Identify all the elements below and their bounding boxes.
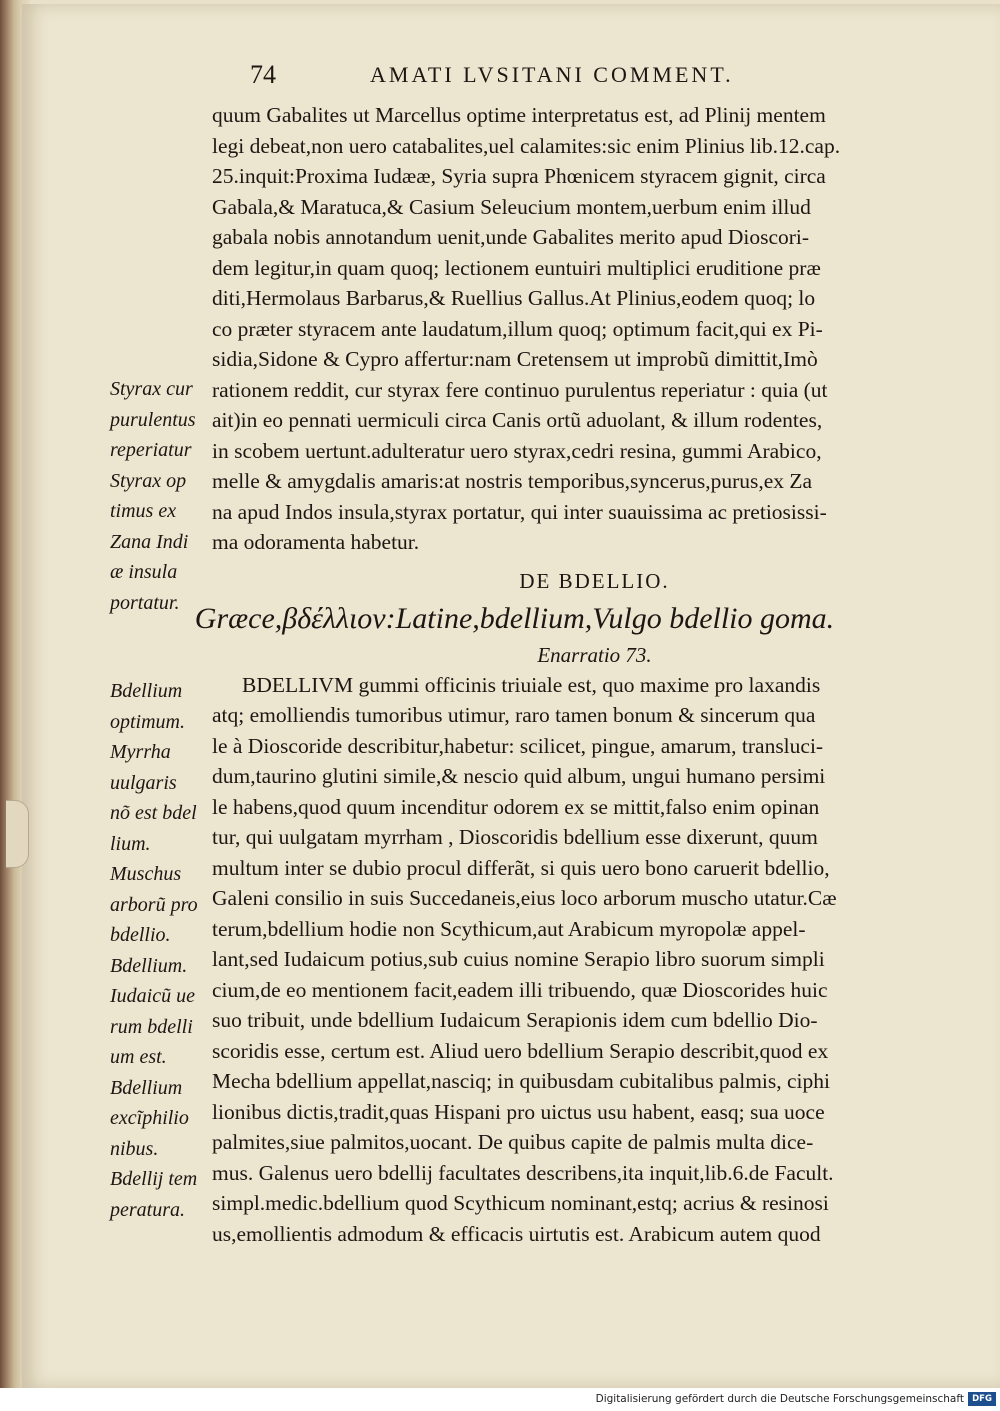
page-clip [6,800,29,868]
text-line: ma odoramenta habetur. [212,530,420,554]
margin-note-line: bdellio. [110,924,171,946]
text-line: rationem reddit, cur styrax fere continuo purulentus reperiatur : quia (ut [212,377,828,402]
margin-note-line: Bdellium [110,680,183,702]
margin-note-line: Bdellium [110,1076,183,1099]
margin-note-line: arborũ pro [110,893,198,916]
margin-note-line: Bdellij tem [110,1168,198,1190]
marginal-notes-styrax [110,374,210,618]
margin-note-line: purulentus [110,408,196,431]
margin-note-line: æ insula [110,561,178,583]
text-line: 25.inquit:Proxima Iudææ, Syria supra Phœnicem styracem gignit, circa [212,164,826,188]
margin-note-line: Zana Indi [110,530,189,553]
text-line: na apud Indos insula,styrax portatur, qui inter suauissima ac pretiosissi- [212,499,827,524]
text-line: multum inter se dubio procul differãt, si quis uero bono caruerit bdellio, [212,855,830,880]
dfg-logo: DFG [968,1392,996,1406]
margin-note-line: portatur. [110,591,180,614]
text-line: legi debeat,non uero catabalites,uel calamites:sic enim Plinius lib.12.cap. [212,133,841,158]
margin-note-line: lium. [110,832,151,855]
text-line: ait)in eo pennati uermiculi circa Canis ortũ aduolant, & illum rodentes, [212,408,823,432]
paragraph-styrax [212,100,977,558]
text-line: dem legitur,in quam quoq; lectionem euntuiri multiplici eruditione præ [212,255,821,280]
text-line: atq; emolliendis tumoribus utimur, raro tamen bonum & sincerum qua [212,703,816,727]
text-line: le habens,quod quum incenditur odorem ex se mittit,falso enim opinan [212,794,820,819]
text-line: suo tribuit, unde bdellium Iudaicum Serapionis idem cum bdellio Dio- [212,1008,818,1032]
margin-note-line: Styrax cur [110,378,193,400]
margin-note-line: Styrax op [110,469,187,492]
margin-note-line: Bdellium. [110,954,188,977]
text-line: melle & amygdalis amaris:at nostris temporibus,syncerus,purus,ex Za [212,469,813,493]
text-line: terum,bdellium hodie non Scythicum,aut Arabicum myropolæ appel- [212,916,806,941]
text-line: tur, qui uulgatam myrrham , Dioscoridis bdellium esse dixerunt, quum [212,825,818,849]
text-line: le à Dioscoride describitur,habetur: scilicet, pingue, amarum, transluci- [212,733,824,758]
margin-note-line: Iudaicũ ue [110,985,195,1007]
margin-note-line: um est. [110,1046,167,1068]
text-line: lant,sed Iudaicum potius,sub cuius nomine Serapio libro suorum simpli [212,947,825,971]
text-line: BDELLIVM gummi officinis triuiale est, quo maxime pro laxandis [242,672,821,697]
enarratio-heading: Enarratio 73. [537,642,652,667]
digitization-footer [0,1388,1000,1411]
text-line: dum,taurino glutini simile,& nescio quid album, ungui humano persimi [212,764,826,788]
text-line: palmites,siue palmitos,uocant. De quibus capite de palmis multa dice- [212,1130,814,1154]
text-line: Galeni consilio in suis Succedaneis,eius loco arborum muscho utatur.Cæ [212,886,837,910]
margin-note-line: excĩphilio [110,1107,189,1129]
funding-credit: Digitalisierung gefördert durch die Deutsche Forschungsgemeinschaft [595,1393,964,1405]
text-line: scoridis esse, certum est. Aliud uero bdellium Serapio describit,quod ex [212,1038,829,1063]
margin-note-line: peratura. [110,1198,185,1221]
paragraph-bdellium [212,670,977,1250]
text-line: sidia,Sidone & Cypro affertur:nam Cretensem ut improbũ dimittit,Imò [212,347,818,371]
text-line: Mecha bdellium appellat,nasciq; in quibusdam cubitalibus palmis, ciphi [212,1069,830,1093]
text-line: simpl.medic.bdellium quod Scythicum nominant,estq; acrius & resinosi [212,1191,829,1215]
margin-note-line: Myrrha [110,741,171,763]
margin-note-line: timus ex [110,500,177,522]
text-line: diti,Hermolaus Barbarus,& Ruellius Gallus.At Plinius,eodem quoq; lo [212,286,816,310]
main-text [194,100,977,1249]
text-line: co præter styracem ante laudatum,illum quoq; optimum facit,qui ex Pi- [212,316,823,341]
page-header [250,60,850,96]
text-line: quum Gabalites ut Marcellus optime interpretatus est, ad Plinij mentem [212,103,826,127]
text-line: mus. Galenus uero bdellij facultates describens,ita inquit,lib.6.de Facult. [212,1160,834,1185]
text-line: lionibus dictis,tradit,quas Hispani pro uictus usu habent, easq; sua uoce [212,1099,825,1124]
margin-note-line: reperiatur [110,439,192,461]
page-number: 74 [250,60,276,89]
margin-note-line: nibus. [110,1137,159,1160]
text-line: cium,de eo mentionem facit,eadem illi tribuendo, quæ Dioscorides huic [212,977,828,1002]
marginal-notes-bdellium [110,676,210,1225]
text-line: us,emollientis admodum & efficacis uirtutis est. Arabicum autem quod [212,1221,821,1246]
greek-latin-names: Græce,βδέλλιον:Latine,bdellium,Vulgo bdellio goma. [194,601,835,635]
text-line: gabala nobis annotandum uenit,unde Gabalites merito apud Dioscori- [212,225,810,249]
margin-note-line: Muschus [110,863,182,885]
margin-note-line: uulgaris [110,771,177,794]
margin-note-line: rum bdelli [110,1015,193,1038]
section-title: DE BDELLIO. [519,568,670,593]
text-line: Gabala,& Maratuca,& Casium Seleucium montem,uerbum enim illud [212,194,811,219]
margin-note-line: nõ est bdel [110,802,197,824]
text-line: in scobem uertunt.adulteratur uero styrax,cedri resina, gummi Arabico, [212,438,822,463]
running-title: AMATI LVSITANI COMMENT. [370,62,734,87]
margin-note-line: optimum. [110,710,185,733]
